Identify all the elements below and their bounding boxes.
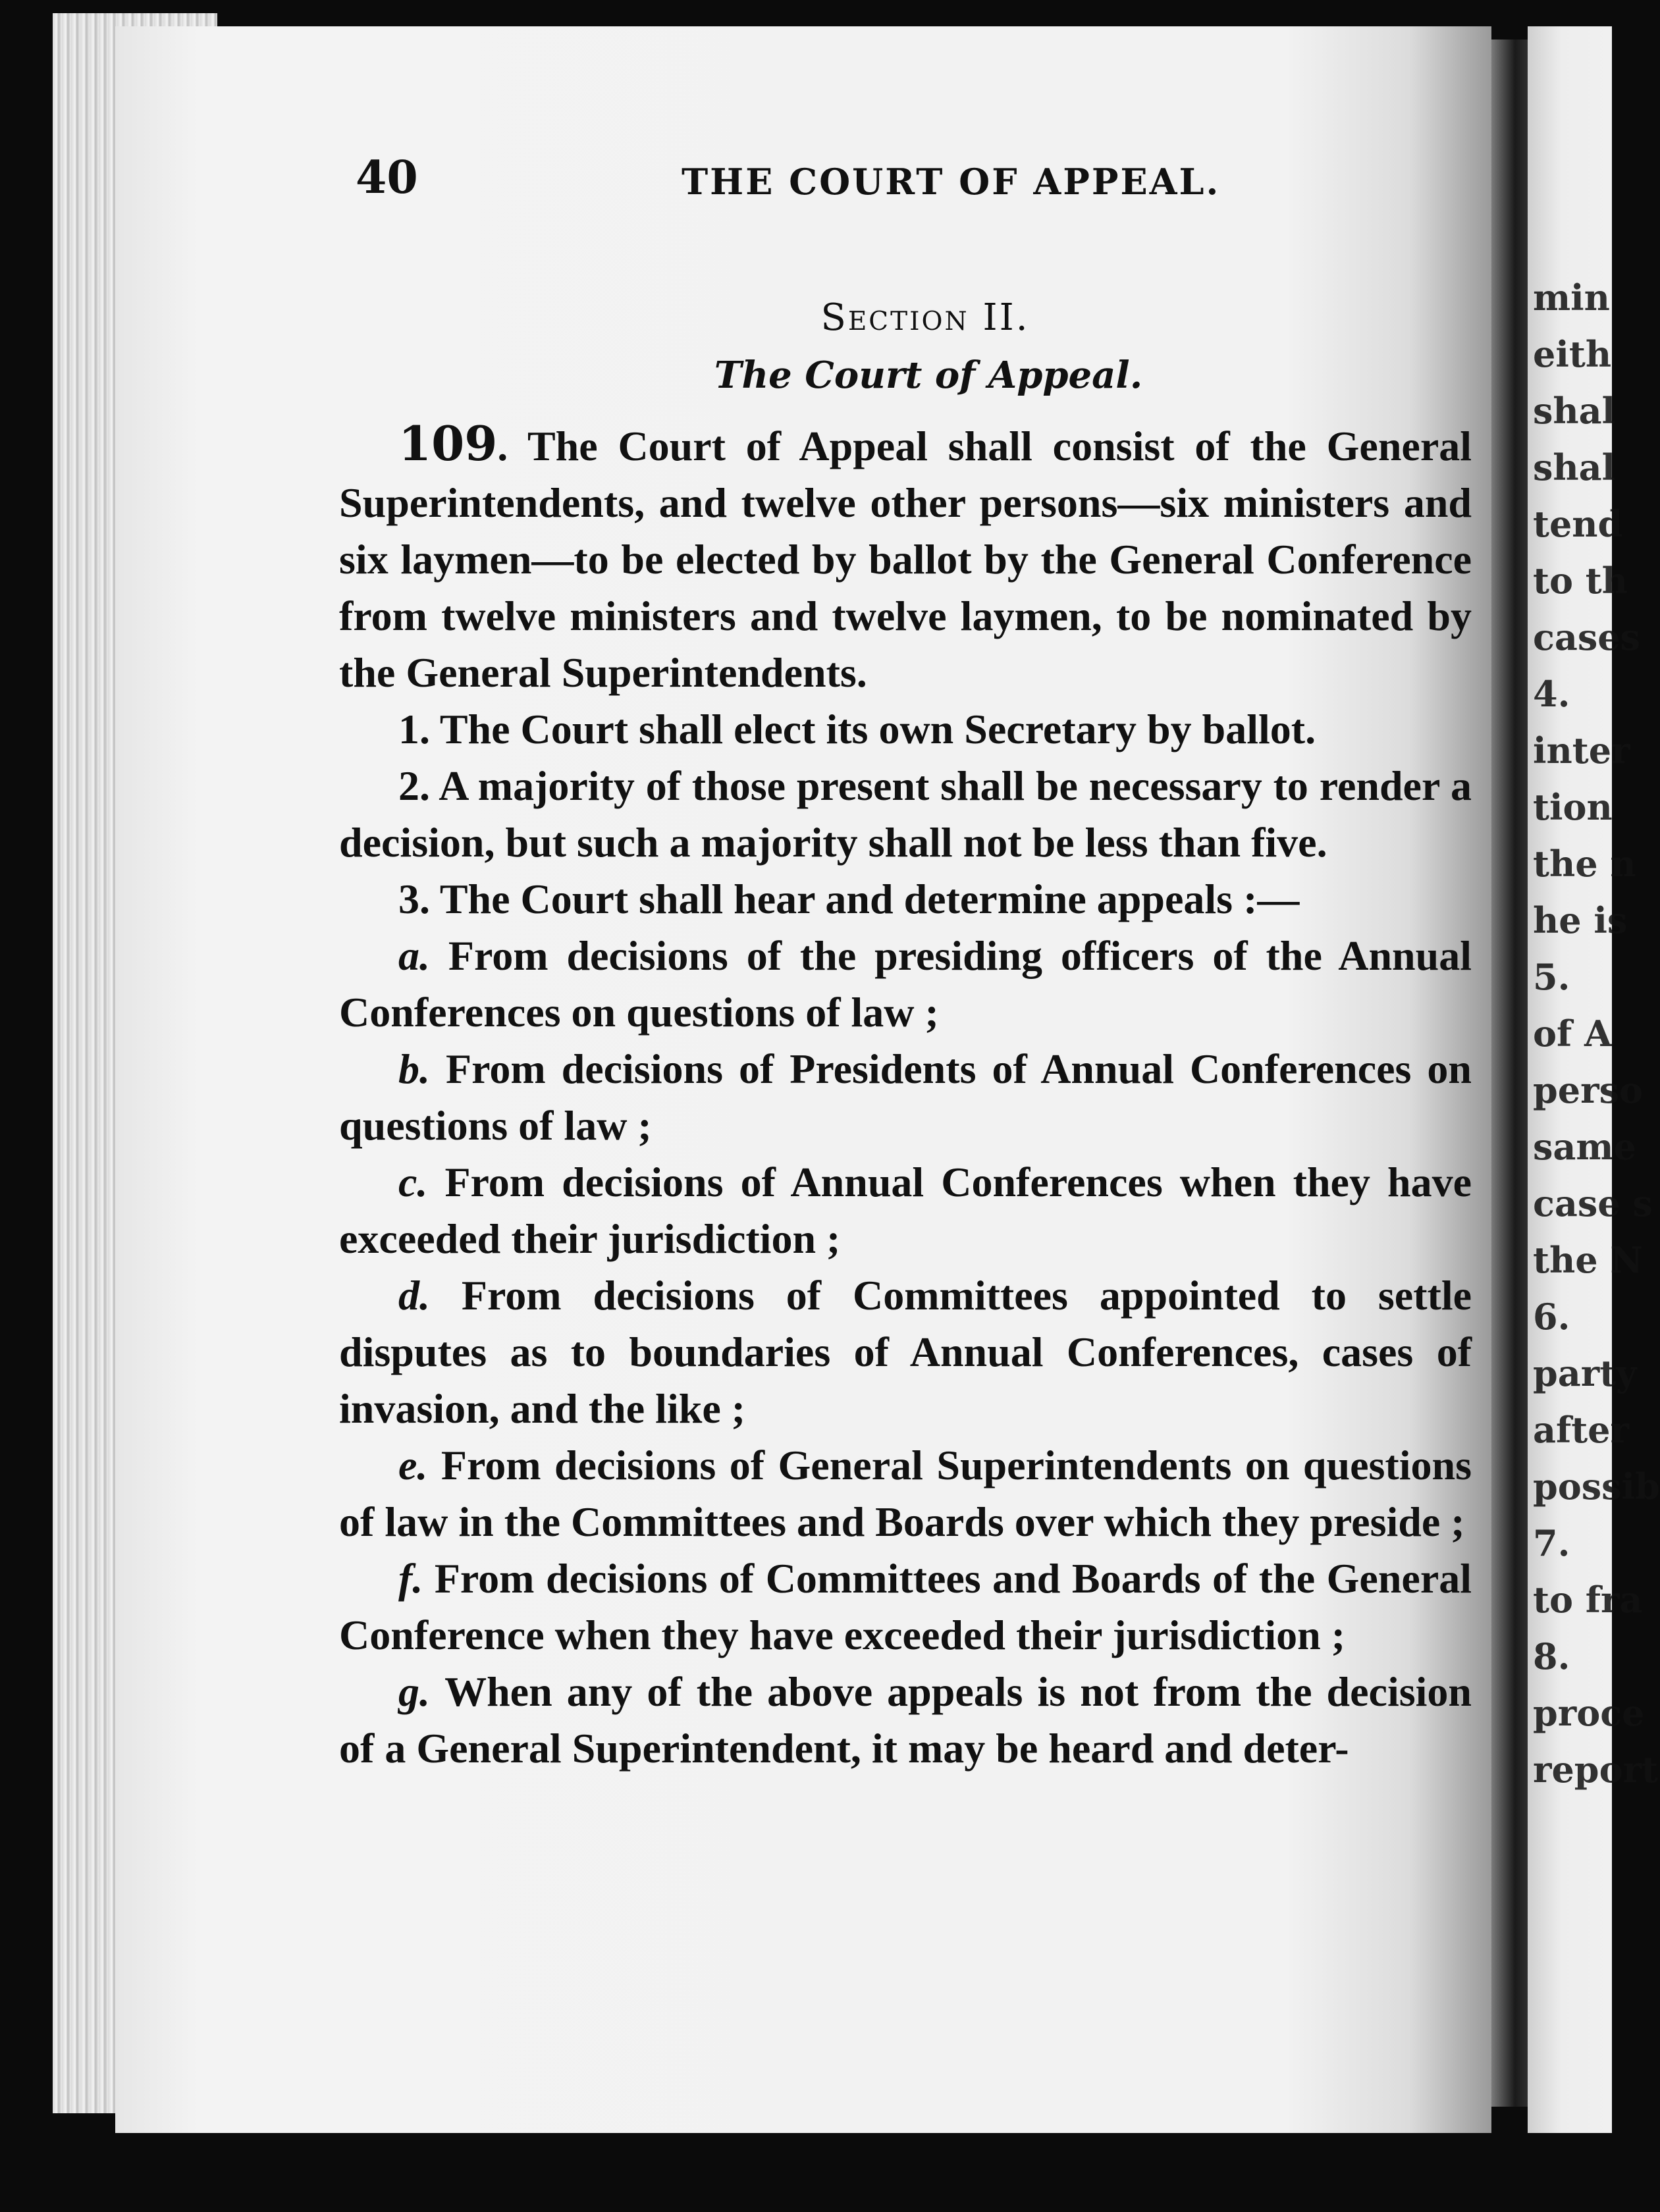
facing-page-text: shal: [1533, 446, 1616, 488]
article-text: . The Court of Appeal shall consist of the General Superintendents, and twelve other persons—six ministers and six laymen—to be elected by ballot by the General Conference from twelve ministers and twelve laymen, to be nominated by the General Superintendents.: [339, 423, 1472, 696]
subclause-list: [339, 928, 1472, 1777]
facing-page-text: the n: [1533, 843, 1636, 885]
facing-page-text: tion: [1533, 786, 1613, 828]
subclause-text: From decisions of Presidents of Annual Conferences on questions of law ;: [339, 1045, 1472, 1149]
subclause-letter: a.: [398, 932, 448, 979]
clause-number: 3.: [398, 876, 440, 922]
facing-page-text: 8.: [1533, 1635, 1570, 1677]
subclause-letter: d.: [398, 1272, 462, 1319]
page-header: THE COURT OF APPEAL.: [682, 161, 1221, 203]
facing-page-text: cases: [1533, 616, 1641, 658]
facing-page-text: same: [1533, 1126, 1636, 1168]
subclause-text: From decisions of the presiding officers of the Annual Conferences on questions of law ;: [339, 932, 1472, 1036]
facing-page-text: possib: [1533, 1465, 1660, 1508]
facing-page-text: perso: [1533, 1069, 1643, 1111]
facing-page-text: 4.: [1533, 673, 1570, 715]
facing-page-fragment: [1528, 26, 1660, 2133]
subclause-item: [339, 1664, 1472, 1777]
subclause-letter: f.: [398, 1555, 435, 1602]
subclause-letter: b.: [398, 1045, 446, 1092]
subclause-item: [339, 928, 1472, 1041]
facing-page-text: to th: [1533, 560, 1628, 602]
clause-item: [339, 701, 1472, 758]
subclause-item: [339, 1154, 1472, 1267]
facing-page-text: tend: [1533, 503, 1623, 545]
subclause-text: From decisions of Committees appointed to settle disputes as to boundaries of Annual Conferences, cases of invasion, and the like ;: [339, 1272, 1472, 1432]
subclause-item: [339, 1437, 1472, 1550]
subclause-item: [339, 1267, 1472, 1437]
clause-list: [339, 701, 1472, 928]
article-number: 109: [398, 415, 498, 471]
facing-page-text: eith: [1533, 333, 1612, 375]
facing-page-text: 6.: [1533, 1296, 1570, 1338]
facing-page-text: min: [1533, 276, 1610, 319]
facing-page-text: proce: [1533, 1692, 1645, 1734]
clause-number: 2.: [398, 762, 439, 809]
subclause-item: [339, 1041, 1472, 1154]
facing-page-text: to fra: [1533, 1579, 1643, 1621]
facing-page-text: the N: [1533, 1239, 1643, 1281]
facing-page-text: he is: [1533, 899, 1628, 941]
clause-text: A majority of those present shall be necessary to render a decision, but such a majority shall not be less than five.: [339, 762, 1472, 866]
subclause-item: [339, 1550, 1472, 1664]
clause-text: The Court shall elect its own Secretary by ballot.: [439, 706, 1316, 752]
subclause-letter: g.: [398, 1668, 445, 1715]
section-subtitle: The Court of Appeal.: [714, 354, 1143, 397]
facing-page-text: case s: [1533, 1182, 1653, 1224]
subclause-text: From decisions of Annual Conferences when they have exceeded their jurisdiction ;: [339, 1159, 1472, 1262]
subclause-text: From decisions of General Superintendents on questions of law in the Committees and Boards over which they preside ;: [339, 1442, 1472, 1545]
subclause-letter: c.: [398, 1159, 445, 1205]
running-head: [339, 132, 1472, 204]
subclause-letter: e.: [398, 1442, 441, 1488]
facing-page-text: report: [1533, 1749, 1658, 1791]
page-number: 40: [356, 151, 418, 204]
clause-text: The Court shall hear and determine appeals :—: [439, 876, 1300, 922]
book-gutter: [1491, 40, 1531, 2107]
facing-page-text: party: [1533, 1352, 1637, 1394]
facing-page-text: inter: [1533, 729, 1630, 772]
clause-item: [339, 871, 1472, 928]
clause-item: [339, 758, 1472, 871]
article-paragraph: [339, 415, 1472, 701]
page-content: [339, 132, 1472, 1777]
facing-page-text: after: [1533, 1409, 1629, 1451]
facing-page-text: 5.: [1533, 956, 1570, 998]
facing-page-text: 7.: [1533, 1522, 1570, 1564]
facing-page-text: of A: [1533, 1013, 1612, 1055]
section-title: Section II.: [820, 296, 1030, 339]
clause-number: 1.: [398, 706, 440, 752]
facing-page-text: shal: [1533, 390, 1616, 432]
subclause-text: When any of the above appeals is not from the decision of a General Superintendent, it may be heard and deter-: [339, 1668, 1472, 1772]
subclause-text: From decisions of Committees and Boards of the General Conference when they have exceeded their jurisdiction ;: [339, 1555, 1472, 1658]
